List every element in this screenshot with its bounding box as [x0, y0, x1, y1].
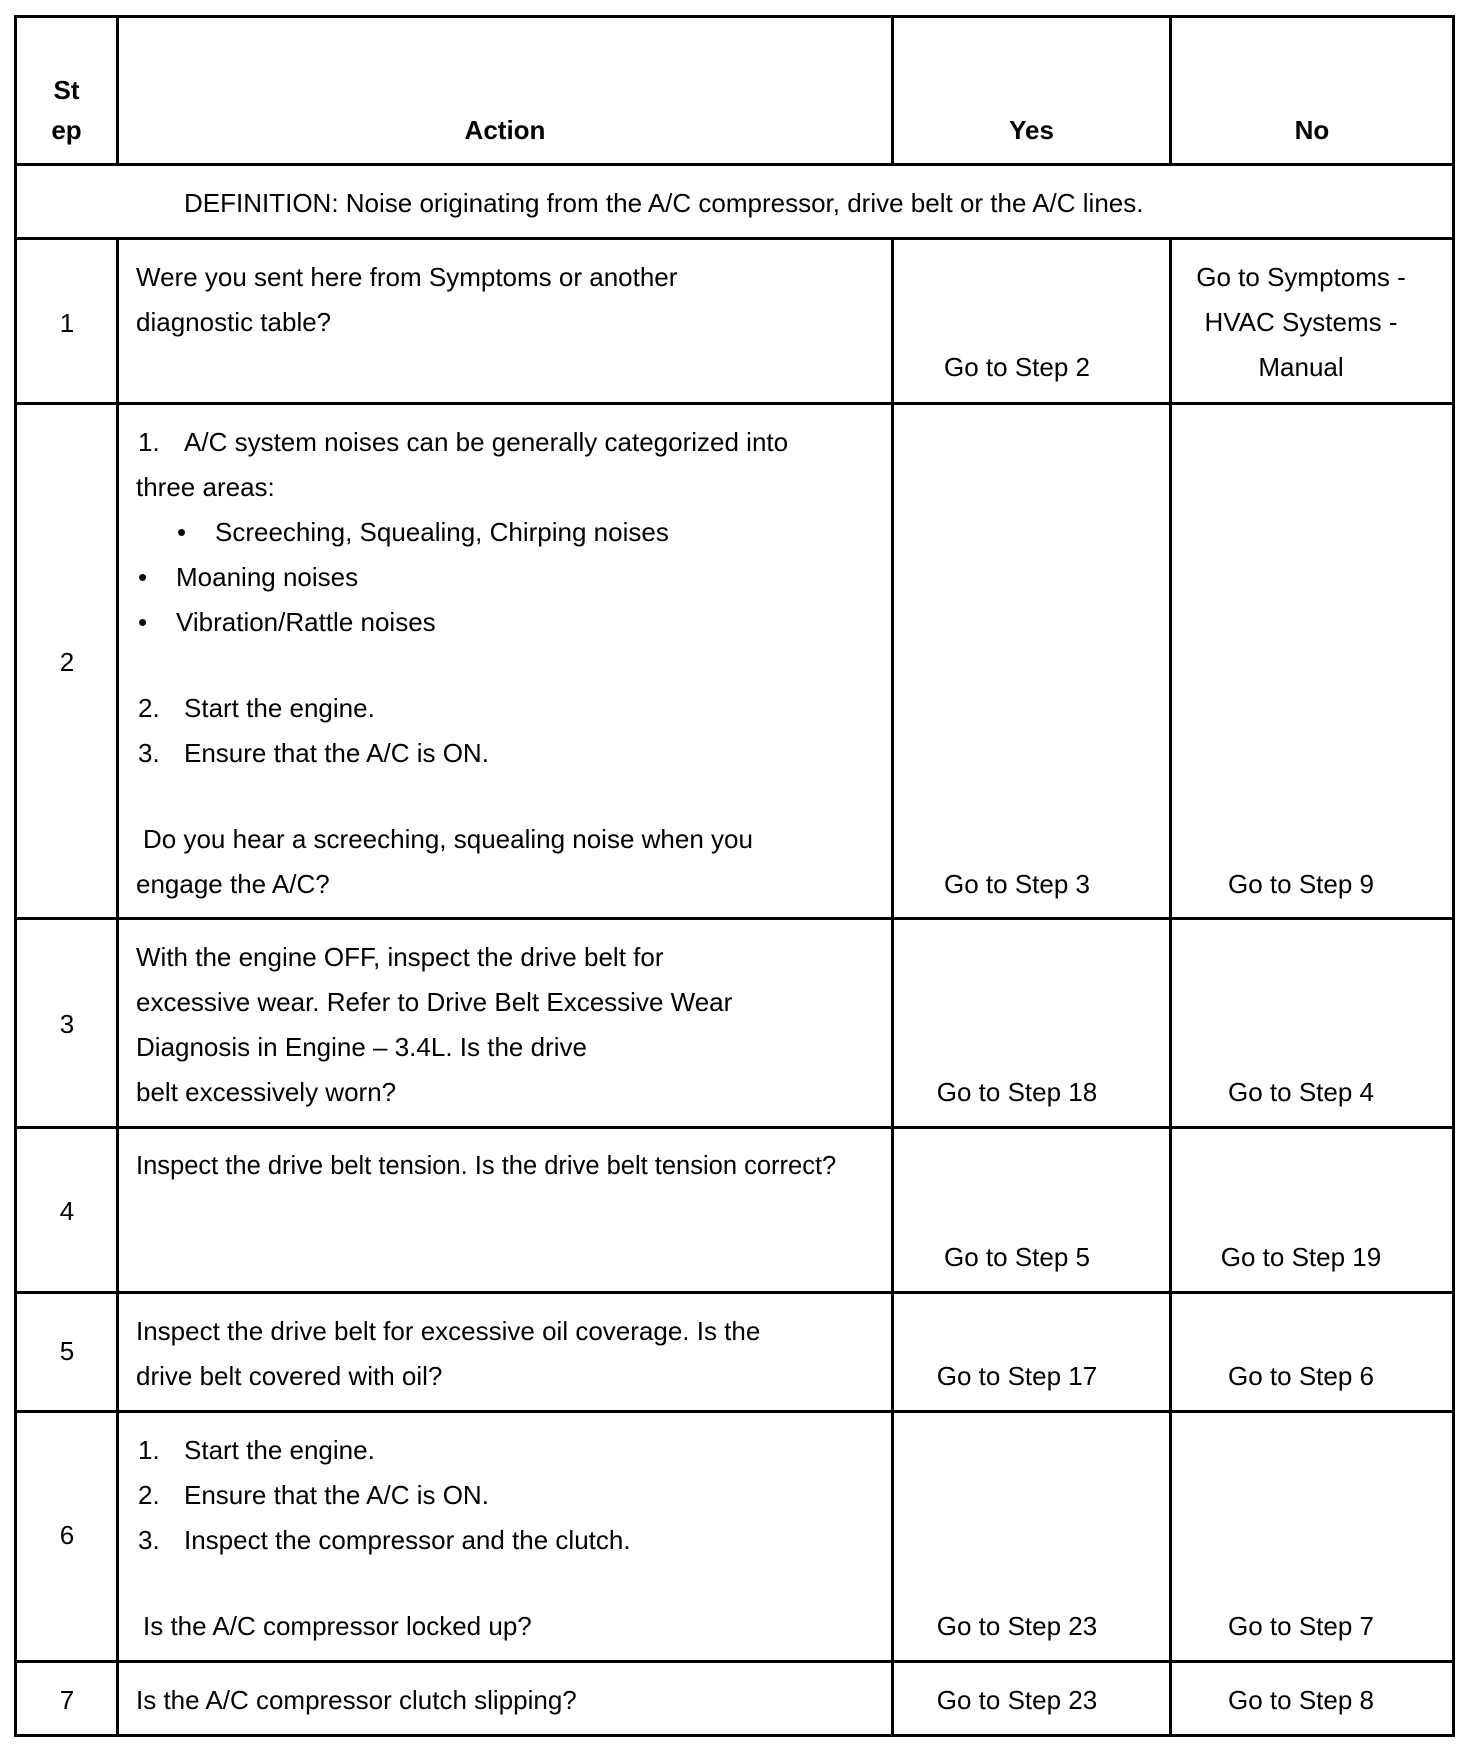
table-border-bottom: [14, 1734, 1455, 1737]
action-text: Inspect the drive belt for excessive oil coverage. Is the: [136, 1316, 761, 1346]
column-divider: [116, 237, 119, 1737]
yes-result: Go to Step 2: [944, 352, 1090, 382]
list-number: 2.: [138, 693, 160, 723]
definition-text: DEFINITION: Noise originating from the A/C compressor, drive belt or the A/C lines.: [184, 188, 1144, 218]
yes-result: Go to Step 17: [936, 1361, 1098, 1391]
step-number: 2: [59, 647, 75, 677]
column-divider: [891, 237, 894, 1737]
yes-result: Go to Step 23: [936, 1611, 1098, 1641]
action-text: diagnostic table?: [136, 307, 332, 337]
step-number: 1: [59, 308, 75, 338]
action-text: drive belt covered with oil?: [136, 1361, 443, 1391]
yes-result: Go to Step 3: [944, 869, 1090, 899]
header-yes: Yes: [1009, 115, 1054, 145]
row-divider: [14, 1660, 1455, 1663]
no-result: Go to Step 7: [1228, 1611, 1374, 1641]
yes-result: Go to Step 5: [944, 1242, 1090, 1272]
action-text: belt excessively worn?: [136, 1077, 397, 1107]
action-text: Start the engine.: [184, 693, 375, 723]
header-step-line2: ep: [51, 115, 82, 145]
no-result: Go to Step 6: [1228, 1361, 1374, 1391]
action-text: Is the A/C compressor clutch slipping?: [136, 1685, 577, 1715]
header-action: Action: [464, 115, 546, 145]
header-no: No: [1294, 115, 1330, 145]
action-text: Inspect the drive belt tension. Is the drive belt tension correct?: [136, 1152, 837, 1180]
yes-result: Go to Step 18: [936, 1077, 1098, 1107]
bullet-icon: •: [138, 562, 148, 592]
yes-result: Go to Step 23: [936, 1685, 1098, 1715]
action-text: With the engine OFF, inspect the drive belt for: [136, 942, 664, 972]
no-result: Go to Step 9: [1228, 869, 1374, 899]
list-number: 3.: [138, 738, 160, 768]
action-text: excessive wear. Refer to Drive Belt Excessive Wear: [136, 987, 733, 1017]
action-text: Diagnosis in Engine – 3.4L. Is the drive: [136, 1032, 587, 1062]
action-question: engage the A/C?: [136, 869, 330, 899]
step-number: 6: [59, 1520, 75, 1550]
action-text: Were you sent here from Symptoms or another: [136, 262, 678, 292]
action-text: A/C system noises can be generally categorized into: [184, 427, 789, 457]
column-divider: [1169, 237, 1172, 1737]
table-border-left: [14, 15, 17, 1737]
no-result: Manual: [1258, 352, 1344, 382]
no-result: HVAC Systems -: [1204, 307, 1398, 337]
row-divider: [14, 1291, 1455, 1294]
list-number: 1.: [138, 427, 160, 457]
no-result: Go to Step 8: [1228, 1685, 1374, 1715]
action-text: Ensure that the A/C is ON.: [184, 1480, 489, 1510]
row-divider: [14, 917, 1455, 920]
action-text: three areas:: [136, 472, 275, 502]
step-number: 5: [59, 1336, 75, 1366]
bullet-text: Vibration/Rattle noises: [176, 607, 436, 637]
header-step-line1: St: [53, 75, 80, 105]
action-question: Do you hear a screeching, squealing noise when you: [143, 824, 753, 854]
row-divider: [14, 1410, 1455, 1413]
row-divider: [14, 163, 1455, 166]
bullet-icon: •: [177, 517, 187, 547]
table-border-right: [1452, 15, 1455, 1737]
table-border-top: [14, 15, 1455, 18]
no-result: Go to Step 4: [1228, 1077, 1374, 1107]
step-number: 7: [59, 1685, 75, 1715]
action-text: Inspect the compressor and the clutch.: [184, 1525, 631, 1555]
bullet-text: Moaning noises: [176, 562, 359, 592]
row-divider: [14, 237, 1455, 240]
action-question: Is the A/C compressor locked up?: [143, 1611, 532, 1641]
step-number: 4: [59, 1196, 75, 1226]
row-divider: [14, 1126, 1455, 1129]
list-number: 2.: [138, 1480, 160, 1510]
step-number: 3: [59, 1009, 75, 1039]
bullet-text: Screeching, Squealing, Chirping noises: [215, 517, 669, 547]
no-result: Go to Symptoms -: [1196, 262, 1406, 292]
bullet-icon: •: [138, 607, 148, 637]
action-text: Ensure that the A/C is ON.: [184, 738, 489, 768]
list-number: 3.: [138, 1525, 160, 1555]
action-text: Start the engine.: [184, 1435, 375, 1465]
list-number: 1.: [138, 1435, 160, 1465]
row-divider: [14, 402, 1455, 405]
no-result: Go to Step 19: [1220, 1242, 1382, 1272]
